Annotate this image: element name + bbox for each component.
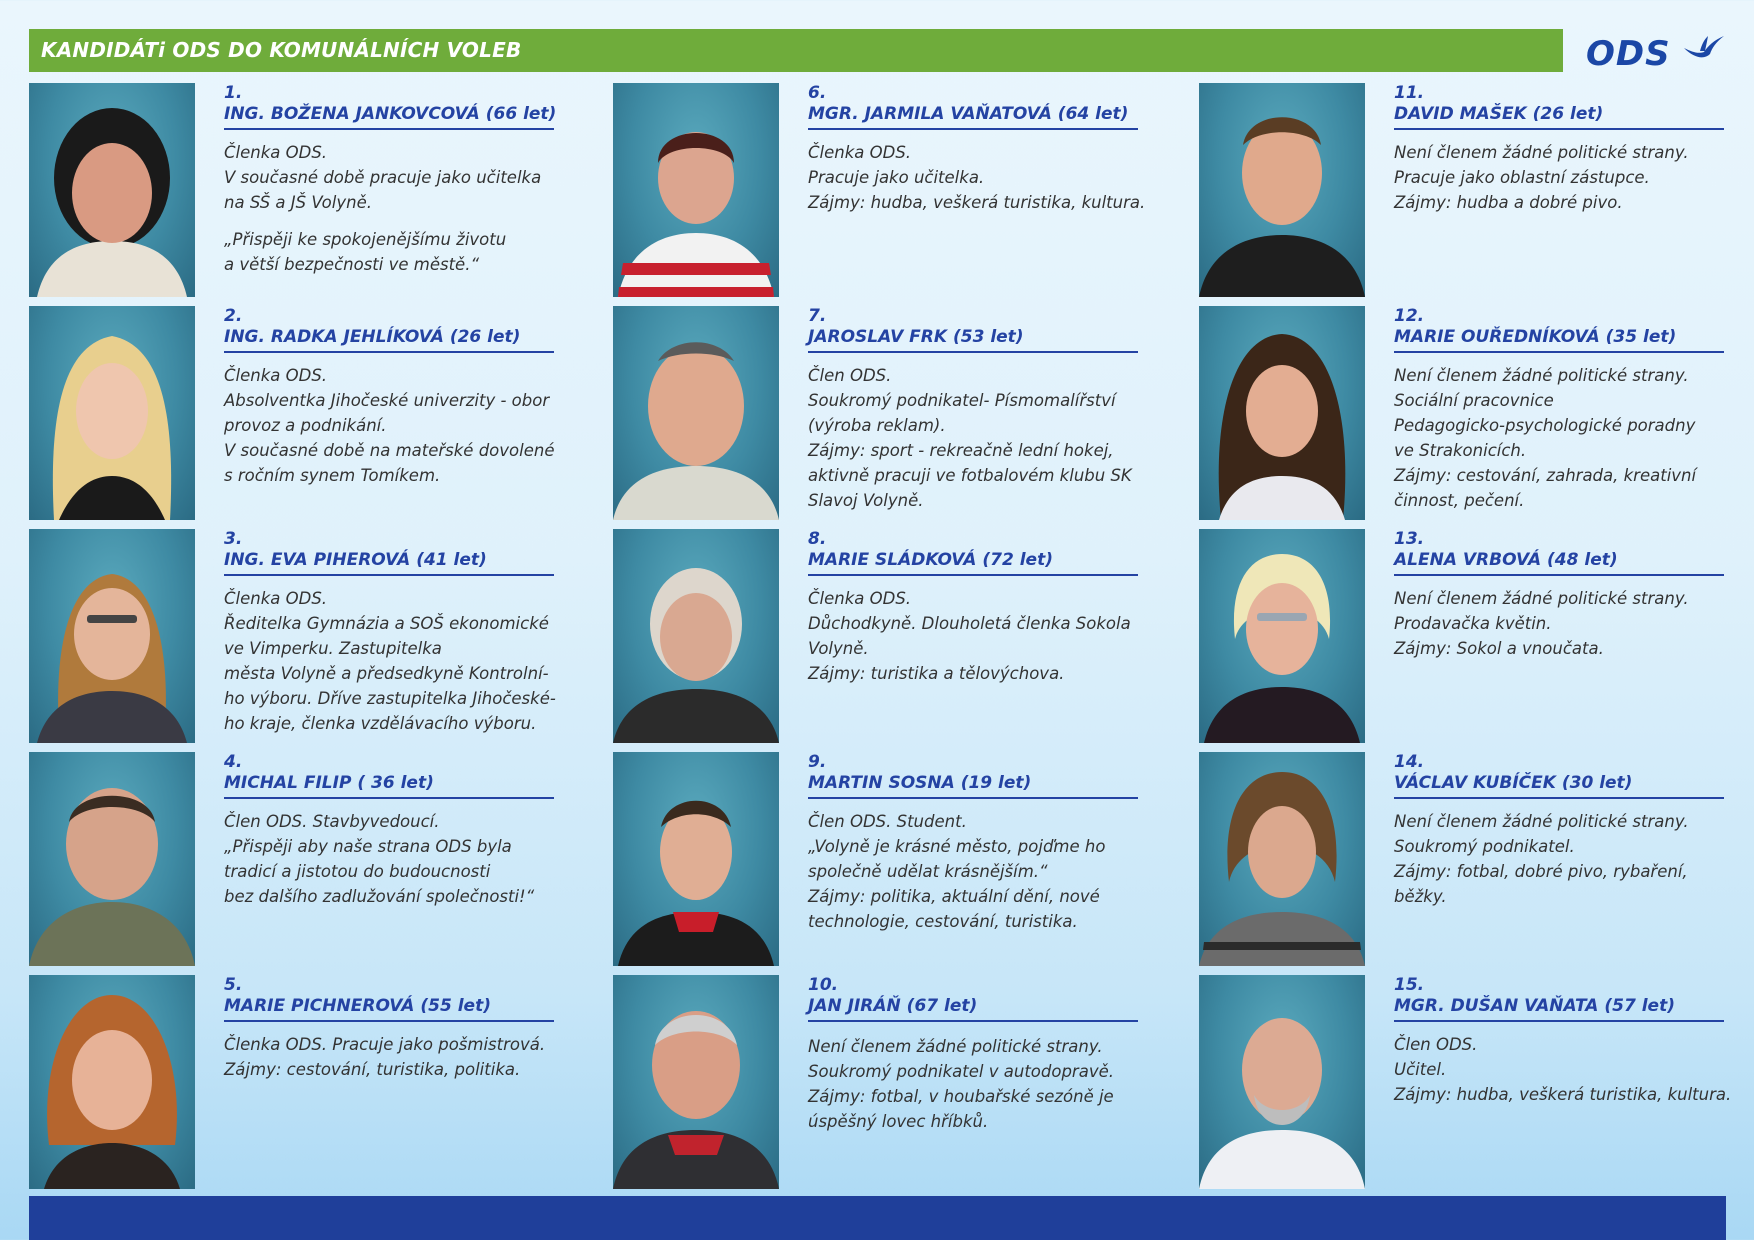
description-line: Prodavačka květin. — [1394, 614, 1552, 633]
candidate-card — [613, 306, 1173, 520]
candidate-card — [613, 975, 1173, 1189]
candidate-photo — [613, 529, 779, 743]
description-line: Člen ODS. Student. — [808, 812, 967, 831]
candidate-description — [224, 1032, 564, 1082]
candidate-number: 2. — [224, 306, 243, 326]
description-line: Zájmy: fotbal, v houbařské sezóně je — [808, 1087, 1114, 1106]
description-line: ve Strakonicích. — [1394, 441, 1527, 460]
description-line: Ředitelka Gymnázia a SOŠ ekonomické — [224, 614, 549, 633]
description-line: ho kraje, členka vzdělávacího výboru. — [224, 714, 537, 733]
candidate-card — [29, 752, 589, 966]
candidate-photo — [613, 83, 779, 297]
description-line: provoz a podnikání. — [224, 416, 387, 435]
candidate-name: DAVID MAŠEK (26 let) — [1394, 103, 1724, 130]
candidate-quote: „Přispěji ke spokojenějšímu životu — [224, 230, 507, 249]
candidate-card — [29, 306, 589, 520]
description-line: ho výboru. Dříve zastupitelka Jihočeské- — [224, 689, 556, 708]
description-line: Členka ODS. — [224, 589, 328, 608]
description-line: úspěšný lovec hříbků. — [808, 1112, 989, 1131]
candidate-number: 14. — [1394, 752, 1425, 772]
description-line: Zájmy: hudba a dobré pivo. — [1394, 193, 1623, 212]
description-line: Není členem žádné politické strany. — [808, 1037, 1103, 1056]
candidate-card — [29, 529, 589, 743]
candidate-number: 3. — [224, 529, 243, 549]
candidate-name: JAROSLAV FRK (53 let) — [808, 326, 1138, 353]
candidate-name: JAN JIRÁŇ (67 let) — [808, 995, 1138, 1022]
description-line: Není členem žádné politické strany. — [1394, 366, 1689, 385]
logo-text: ODS — [1586, 34, 1671, 74]
description-line: V současné době na mateřské dovolené — [224, 441, 555, 460]
candidate-photo — [1199, 975, 1365, 1189]
description-line: Pedagogicko-psychologické poradny — [1394, 416, 1696, 435]
description-line: Sociální pracovnice — [1394, 391, 1554, 410]
candidate-photo — [613, 752, 779, 966]
candidate-name: ING. EVA PIHEROVÁ (41 let) — [224, 549, 554, 576]
candidate-description — [808, 809, 1148, 934]
candidate-number: 13. — [1394, 529, 1425, 549]
candidate-number: 9. — [808, 752, 827, 772]
description-line: Zájmy: politika, aktuální dění, nové — [808, 887, 1100, 906]
candidate-card — [1199, 975, 1754, 1189]
candidate-number: 10. — [808, 975, 839, 995]
description-line: Členka ODS. — [808, 143, 912, 162]
candidate-photo — [1199, 306, 1365, 520]
candidate-number: 11. — [1394, 83, 1425, 103]
description-line: Členka ODS. — [224, 366, 328, 385]
candidate-number: 4. — [224, 752, 243, 772]
description-line: aktivně pracuji ve fotbalovém klubu SK — [808, 466, 1132, 485]
candidate-description — [224, 363, 564, 488]
candidate-description — [808, 1034, 1148, 1134]
candidate-name: MARTIN SOSNA (19 let) — [808, 772, 1138, 799]
description-line: tradicí a jistotou do budoucnosti — [224, 862, 491, 881]
candidate-card — [29, 83, 589, 297]
candidate-card — [1199, 529, 1754, 743]
candidate-name: ING. RADKA JEHLÍKOVÁ (26 let) — [224, 326, 554, 353]
description-line: Členka ODS. Pracuje jako pošmistrová. — [224, 1035, 546, 1054]
candidate-photo — [29, 752, 195, 966]
description-line: s ročním synem Tomíkem. — [224, 466, 441, 485]
description-line: Učitel. — [1394, 1060, 1447, 1079]
candidate-photo — [29, 306, 195, 520]
description-line: Soukromý podnikatel v autodopravě. — [808, 1062, 1114, 1081]
description-line: „Volyně je krásné město, pojďme ho — [808, 837, 1106, 856]
description-line: Zájmy: fotbal, dobré pivo, rybaření, — [1394, 862, 1688, 881]
candidate-photo — [29, 529, 195, 743]
description-line: V současné době pracuje jako učitelka — [224, 168, 542, 187]
description-line: Člen ODS. — [1394, 1035, 1478, 1054]
description-line: Zájmy: Sokol a vnoučata. — [1394, 639, 1604, 658]
description-line: Není členem žádné politické strany. — [1394, 143, 1689, 162]
candidate-description — [808, 363, 1148, 513]
description-line: běžky. — [1394, 887, 1447, 906]
description-line: Soukromý podnikatel- Písmomalířství — [808, 391, 1116, 410]
candidate-card — [1199, 83, 1754, 297]
candidate-number: 1. — [224, 83, 243, 103]
candidate-photo — [613, 306, 779, 520]
candidate-number: 8. — [808, 529, 827, 549]
description-line: Volyně. — [808, 639, 869, 658]
candidate-number: 7. — [808, 306, 827, 326]
description-line: Členka ODS. — [808, 589, 912, 608]
candidate-name: MGR. JARMILA VAŇATOVÁ (64 let) — [808, 103, 1138, 130]
description-line: Není členem žádné politické strany. — [1394, 812, 1689, 831]
description-line: Zájmy: cestování, zahrada, kreativní — [1394, 466, 1697, 485]
candidate-number: 12. — [1394, 306, 1425, 326]
description-line: „Přispěji aby naše strana ODS byla — [224, 837, 512, 856]
candidate-number: 6. — [808, 83, 827, 103]
description-line: Zájmy: hudba, veškerá turistika, kultura. — [1394, 1085, 1732, 1104]
footer-bar — [29, 1196, 1726, 1240]
description-line: města Volyně a předsedkyně Kontrolní- — [224, 664, 549, 683]
description-line: ve Vimperku. Zastupitelka — [224, 639, 442, 658]
description-line: bez dalšího zadlužování společnosti!“ — [224, 887, 535, 906]
candidate-photo — [29, 83, 195, 297]
candidate-card — [1199, 752, 1754, 966]
description-line: činnost, pečení. — [1394, 491, 1525, 510]
description-line: Zájmy: cestování, turistika, politika. — [224, 1060, 521, 1079]
candidate-description — [224, 809, 564, 909]
description-line: Pracuje jako učitelka. — [808, 168, 985, 187]
candidate-description — [1394, 140, 1734, 215]
description-line: společně udělat krásnějším.“ — [808, 862, 1048, 881]
candidate-name: MARIE PICHNEROVÁ (55 let) — [224, 995, 554, 1022]
candidate-name: MARIE SLÁDKOVÁ (72 let) — [808, 549, 1138, 576]
candidate-description — [224, 586, 564, 736]
candidate-photo — [1199, 83, 1365, 297]
description-line: technologie, cestování, turistika. — [808, 912, 1078, 931]
candidate-card — [29, 975, 589, 1189]
candidate-description — [1394, 586, 1734, 661]
description-line: Zájmy: turistika a tělovýchova. — [808, 664, 1065, 683]
candidate-photo — [613, 975, 779, 1189]
description-line: Člen ODS. Stavbyvedoucí. — [224, 812, 440, 831]
description-line: Zájmy: sport - rekreačně lední hokej, — [808, 441, 1114, 460]
candidate-quote: a větší bezpečnosti ve městě.“ — [224, 255, 479, 274]
description-line: Člen ODS. — [808, 366, 892, 385]
candidate-name: ALENA VRBOVÁ (48 let) — [1394, 549, 1724, 576]
candidate-card — [1199, 306, 1754, 520]
candidate-card — [613, 83, 1173, 297]
candidate-description — [808, 586, 1148, 686]
description-line: Důchodkyně. Dlouholetá členka Sokola — [808, 614, 1131, 633]
candidate-card — [613, 529, 1173, 743]
description-line: Soukromý podnikatel. — [1394, 837, 1575, 856]
candidate-description — [1394, 363, 1734, 513]
description-line: Není členem žádné politické strany. — [1394, 589, 1689, 608]
description-line: (výroba reklam). — [808, 416, 946, 435]
description-line: Absolventka Jihočeské univerzity - obor — [224, 391, 550, 410]
candidate-number: 5. — [224, 975, 243, 995]
candidate-description — [1394, 809, 1734, 909]
candidate-photo — [1199, 752, 1365, 966]
candidate-name: MICHAL FILIP ( 36 let) — [224, 772, 554, 799]
candidate-card — [613, 752, 1173, 966]
candidate-name: MARIE OUŘEDNÍKOVÁ (35 let) — [1394, 326, 1724, 353]
candidate-number: 15. — [1394, 975, 1425, 995]
candidate-description — [808, 140, 1148, 215]
candidate-photo — [1199, 529, 1365, 743]
candidate-description — [224, 140, 564, 277]
description-line: na SŠ a JŠ Volyně. — [224, 193, 372, 212]
header-bar — [29, 29, 1563, 72]
candidate-name: ING. BOŽENA JANKOVCOVÁ (66 let) — [224, 103, 554, 130]
ods-logo — [1586, 30, 1726, 76]
candidate-name: MGR. DUŠAN VAŇATA (57 let) — [1394, 995, 1724, 1022]
description-line: Zájmy: hudba, veškerá turistika, kultura. — [808, 193, 1146, 212]
description-line: Členka ODS. — [224, 143, 328, 162]
candidate-description — [1394, 1032, 1734, 1107]
bird-icon — [1682, 34, 1726, 64]
description-line: Slavoj Volyně. — [808, 491, 924, 510]
candidate-name: VÁCLAV KUBÍČEK (30 let) — [1394, 772, 1724, 799]
candidate-photo — [29, 975, 195, 1189]
description-line: Pracuje jako oblastní zástupce. — [1394, 168, 1650, 187]
page-title: KANDIDÁTi ODS DO KOMUNÁLNÍCH VOLEB — [41, 38, 522, 62]
